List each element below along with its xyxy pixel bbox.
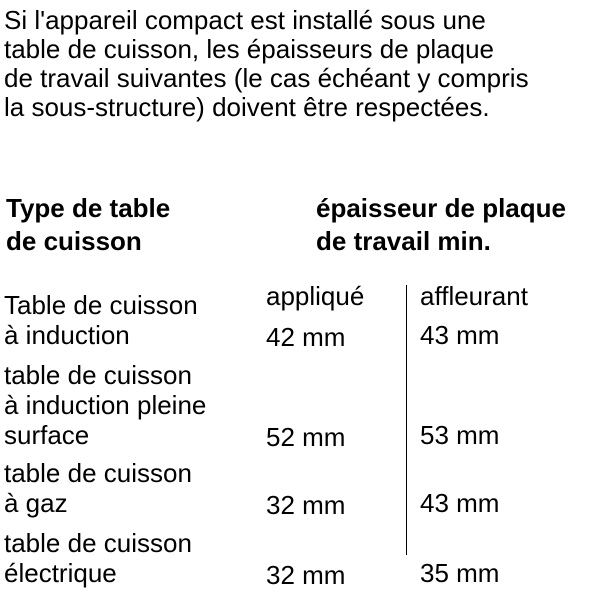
row-value-flush: 35 mm: [420, 558, 500, 588]
intro-line: Si l'appareil compact est installé sous une: [4, 5, 486, 35]
row-hob-name: table de cuisson à induction pleine surface: [4, 360, 207, 450]
row-value-flush: 53 mm: [420, 420, 500, 450]
header-worktop-thickness: épaisseur de plaque de travail min.: [316, 193, 566, 256]
row-hob-name: table de cuisson électrique: [4, 528, 192, 588]
row-hob-name: table de cuisson à gaz: [4, 458, 192, 518]
intro-line: table de cuisson, les épaisseurs de plaque: [4, 34, 494, 64]
column-divider: [406, 285, 407, 555]
row-hob-name: Table de cuisson à induction: [4, 290, 198, 350]
row-value-applied: 32 mm: [266, 560, 346, 590]
row-value-applied: 32 mm: [266, 490, 346, 520]
row-value-applied: 42 mm: [266, 322, 346, 352]
row-value-flush: 43 mm: [420, 320, 500, 350]
intro-paragraph: [4, 6, 594, 122]
intro-line: de travail suivantes (le cas échéant y compris: [4, 63, 529, 93]
column-label-flush: affleurant: [420, 281, 528, 311]
row-value-flush: 43 mm: [420, 488, 500, 518]
intro-line: la sous-structure) doivent être respectées.: [4, 92, 490, 122]
row-value-applied: 52 mm: [266, 422, 346, 452]
column-label-applied: appliqué: [266, 281, 365, 311]
header-hob-type: Type de table de cuisson: [6, 193, 171, 256]
